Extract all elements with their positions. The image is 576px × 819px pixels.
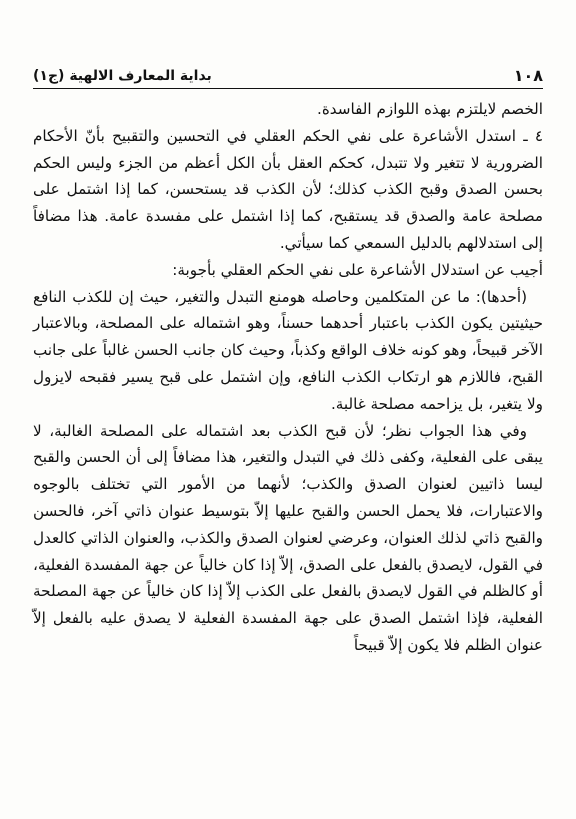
paragraph-continuation: الخصم لايلتزم بهذه اللوازم الفاسدة. xyxy=(317,100,543,118)
paragraph-first-answer: (أحدها): ما عن المتكلمين وحاصله هومنع التبدل والتغير، حيث إن للكذب النافع حيثيتين يكون الكذب باعتبار أحدهما حسناً، وهو اشتماله على المصلحة، وبالاعتبار الآخر قبيحاً، وهو كونه خلاف الواقع وكذباً، وحيث كان جانب الحسن غالباً على جانب القبح، فاللازم هو ارتكاب الكذب النافع، وإن اشتمل على قبح يسير فقبحه لايزول ولا يتغير، بل يزاحمه مصلحة غالبة. xyxy=(33,287,543,413)
running-header xyxy=(33,62,543,89)
paragraph-point-4: ٤ ـ استدل الأشاعرة على نفي الحكم العقلي في التحسين والتقبيح بأنّ الأحكام الضرورية لا تتغير ولا تتبدل، كحكم العقل بأن الكل أعظم من الجزء وليس الحكم بحسن الصدق وقبح الكذب كذلك؛ لأن الكذب قد يستحسن، كما إذا اشتمل على مصلحة عامة والصدق قد يستقبح، كما إذا اشتمل على مفسدة عامة. هذا مضافاً إلى استدلالهم بالدليل السمعي كما سيأتي. xyxy=(33,126,543,252)
paragraph-answers-intro: أجيب عن استدلال الأشاعرة على نفي الحكم العقلي بأجوبة: xyxy=(172,260,543,279)
page-body xyxy=(33,96,543,659)
paragraph-critique: وفي هذا الجواب نظر؛ لأن قبح الكذب بعد اشتماله على المصلحة الغالبة، لا يبقى على الفعلية، وكفى ذلك في التبدل والتغير، هذا مضافاً إلى أن الحسن والقبح ليسا ذاتيين لعنوان الصدق والكذب؛ لأنهما من الأمور التي تختلف بالوجوه والاعتبارات، فلا يحمل الحسن والقبح عليها إلاّ بتوسيط عنوان ذاتي آخر، فالحسن والقبح ذاتي لذلك العنوان، وعرضي لعنوان الصدق والكذب، والعنوان الذاتي كالعدل في القول، لايصدق بالفعل على الصدق، إلاّ إذا كان خالياً عن جهة المفسدة الفعلية، أو كالظلم في القول لايصدق بالفعل على الكذب إلاّ إذا كان خالياً عن جهة المصلحة الفعلية، فإذا اشتمل الصدق على جهة المفسدة الفعلية لا يصدق عليه بالفعل إلاّ عنوان الظلم فلا يكون إلاّ قبيحاً xyxy=(33,421,543,654)
book-title: بداية المعارف الالهية (ج١) xyxy=(33,68,212,84)
page-number: ١٠٨ xyxy=(513,66,543,85)
